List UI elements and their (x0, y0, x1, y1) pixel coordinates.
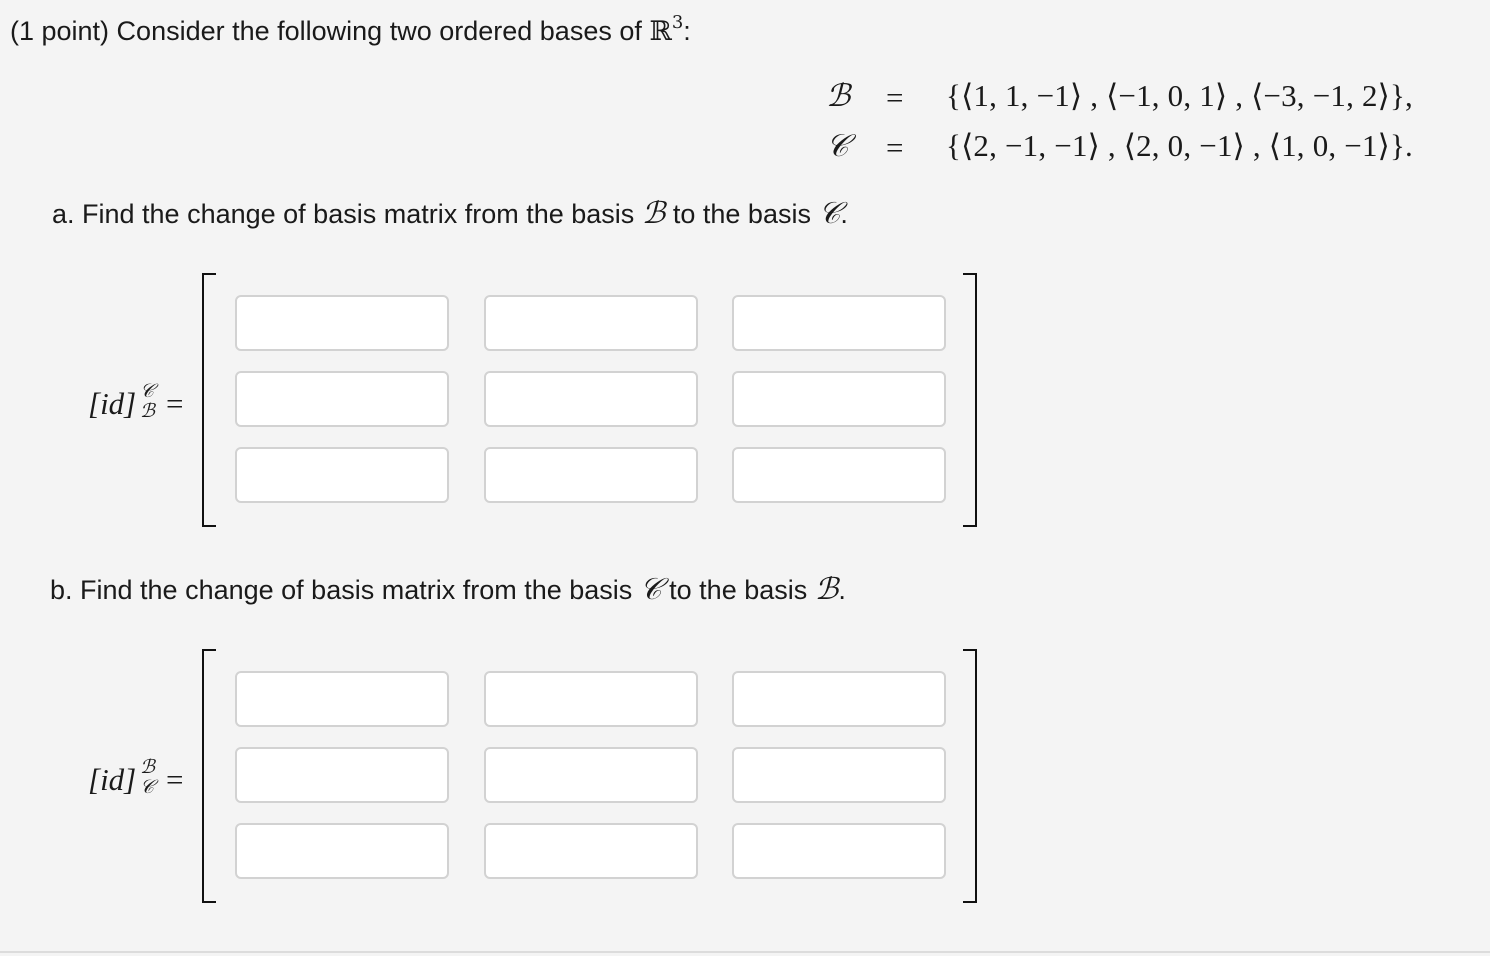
part-a-label-equals: = (166, 386, 184, 421)
bottom-divider (0, 951, 1490, 953)
part-a-cell-r2c2[interactable] (484, 371, 698, 427)
basis-b-equals: = (886, 80, 904, 115)
part-a-cell-r1c1[interactable] (235, 295, 449, 351)
part-b-cell-r3c1[interactable] (235, 823, 449, 879)
part-b-right-bracket (963, 649, 977, 903)
part-b-cell-r1c2[interactable] (484, 671, 698, 727)
basis-c-symbol: 𝒞 (826, 128, 849, 163)
part-a-cell-r3c1[interactable] (235, 447, 449, 503)
part-a-cell-r2c3[interactable] (732, 371, 946, 427)
part-a-cell-r1c3[interactable] (732, 295, 946, 351)
basis-b-symbol: ℬ (826, 78, 851, 113)
part-b-cell-r2c1[interactable] (235, 747, 449, 803)
part-b-left-bracket (202, 649, 216, 903)
part-a-question: a. Find the change of basis matrix from the basis ℬ to the basis 𝒞. (52, 197, 848, 230)
part-b-cell-r1c1[interactable] (235, 671, 449, 727)
part-a-cell-r3c2[interactable] (484, 447, 698, 503)
intro-text: (1 point) Consider the following two ordered bases of (10, 16, 650, 46)
part-a-cell-r2c1[interactable] (235, 371, 449, 427)
part-b-cell-r3c3[interactable] (732, 823, 946, 879)
part-b-cell-r1c3[interactable] (732, 671, 946, 727)
part-a-label-subscript: ℬ (140, 401, 155, 422)
part-a-matrix-label: [id] 𝒞 ℬ = (88, 381, 184, 422)
part-b-cell-r2c3[interactable] (732, 747, 946, 803)
space-exponent: 3 (671, 12, 684, 33)
part-a-cell-r3c3[interactable] (732, 447, 946, 503)
basis-c-value: {⟨2, −1, −1⟩ , ⟨2, 0, −1⟩ , ⟨1, 0, −1⟩}. (946, 128, 1414, 163)
part-b-question: b. Find the change of basis matrix from the basis 𝒞 to the basis ℬ. (50, 573, 846, 606)
part-b-matrix-label: [id] ℬ 𝒞 = (88, 757, 184, 798)
part-b-label-subscript: 𝒞 (140, 777, 154, 798)
intro-end: : (683, 16, 691, 46)
problem-intro (10, 14, 691, 47)
basis-c-equals: = (886, 130, 904, 165)
part-a-right-bracket (963, 273, 977, 527)
basis-b-value: {⟨1, 1, −1⟩ , ⟨−1, 0, 1⟩ , ⟨−3, −1, 2⟩}, (946, 78, 1414, 113)
part-b-cell-r2c2[interactable] (484, 747, 698, 803)
part-a-left-bracket (202, 273, 216, 527)
space-symbol: ℝ (649, 16, 672, 47)
part-a-label-superscript: 𝒞 (140, 381, 154, 402)
part-b-cell-r3c2[interactable] (484, 823, 698, 879)
part-b-label-superscript: ℬ (140, 757, 155, 778)
part-b-label-equals: = (166, 762, 184, 797)
part-a-cell-r1c2[interactable] (484, 295, 698, 351)
